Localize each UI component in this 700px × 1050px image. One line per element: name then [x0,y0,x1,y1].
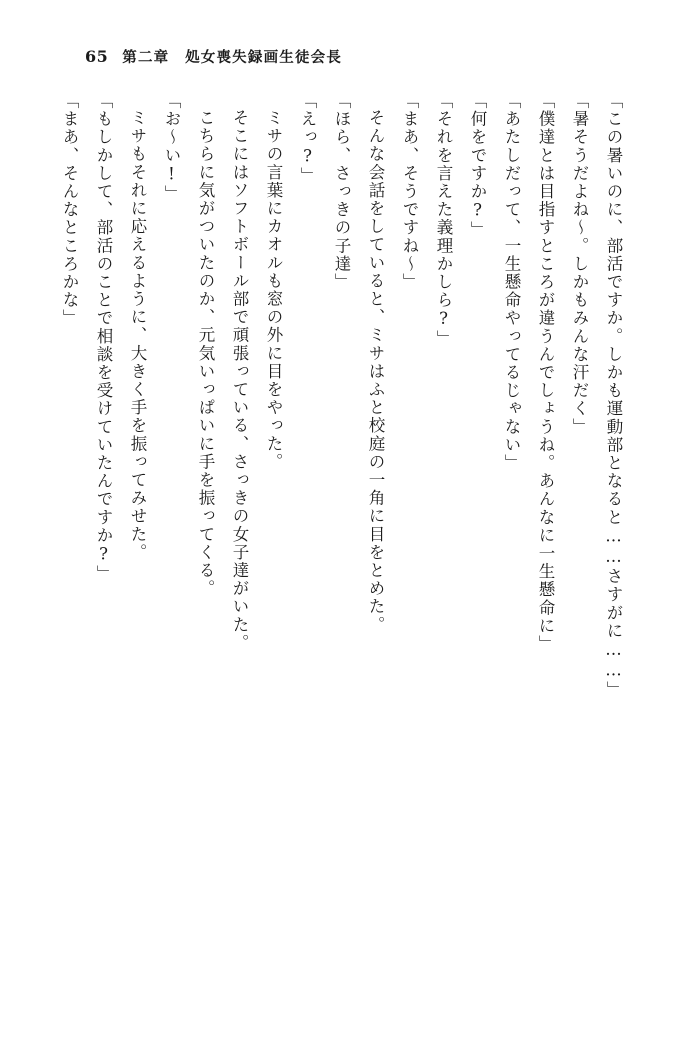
paragraph: 「ほら、さっきの子達」 [332,92,351,292]
paragraph: 「まあ、そうですね〜」 [400,92,419,292]
paragraph: 「まあ、そんなところかな」 [60,92,79,328]
paragraph: 「もしかして、部活のことで相談を受けていたんですか?」 [94,92,113,584]
paragraph: 「それを言えた義理かしら?」 [434,92,453,348]
paragraph: 「あたしだって、一生懸命やってるじゃない」 [502,92,521,473]
page-body [60,92,630,972]
paragraph: ミサもそれに応えるように、大きく手を振ってみせた。 [128,109,147,562]
paragraph: 「僕達とは目指すところが違うんでしょうね。あんなに一生懸命に」 [536,92,555,654]
paragraph: こちらに気がついたのか、元気いっぱいに手を振ってくる。 [196,109,215,598]
paragraph: そこにはソフトボール部で頑張っている、さっきの女子達がいた。 [230,109,249,652]
paragraph: 「お〜い!」 [162,92,181,204]
paragraph: 「暑そうだよね〜。しかもみんな汗だく」 [570,92,589,436]
vertical-text-block [60,92,630,972]
paragraph: 「何をですか?」 [468,92,487,240]
chapter-running-title: 第二章 処女喪失録画生徒会長 [122,48,343,66]
paragraph: 「この暑いのに、部活ですか。しかも運動部となると……さすがに……」 [604,92,623,700]
paragraph: 「えっ?」 [298,92,317,185]
paragraph: ミサの言葉にカオルも窓の外に目をやった。 [264,109,283,471]
page-number: 65 [85,46,109,66]
page-running-head [0,44,700,68]
paragraph: そんな会話をしていると、ミサはふと校庭の一角に目をとめた。 [366,109,385,634]
